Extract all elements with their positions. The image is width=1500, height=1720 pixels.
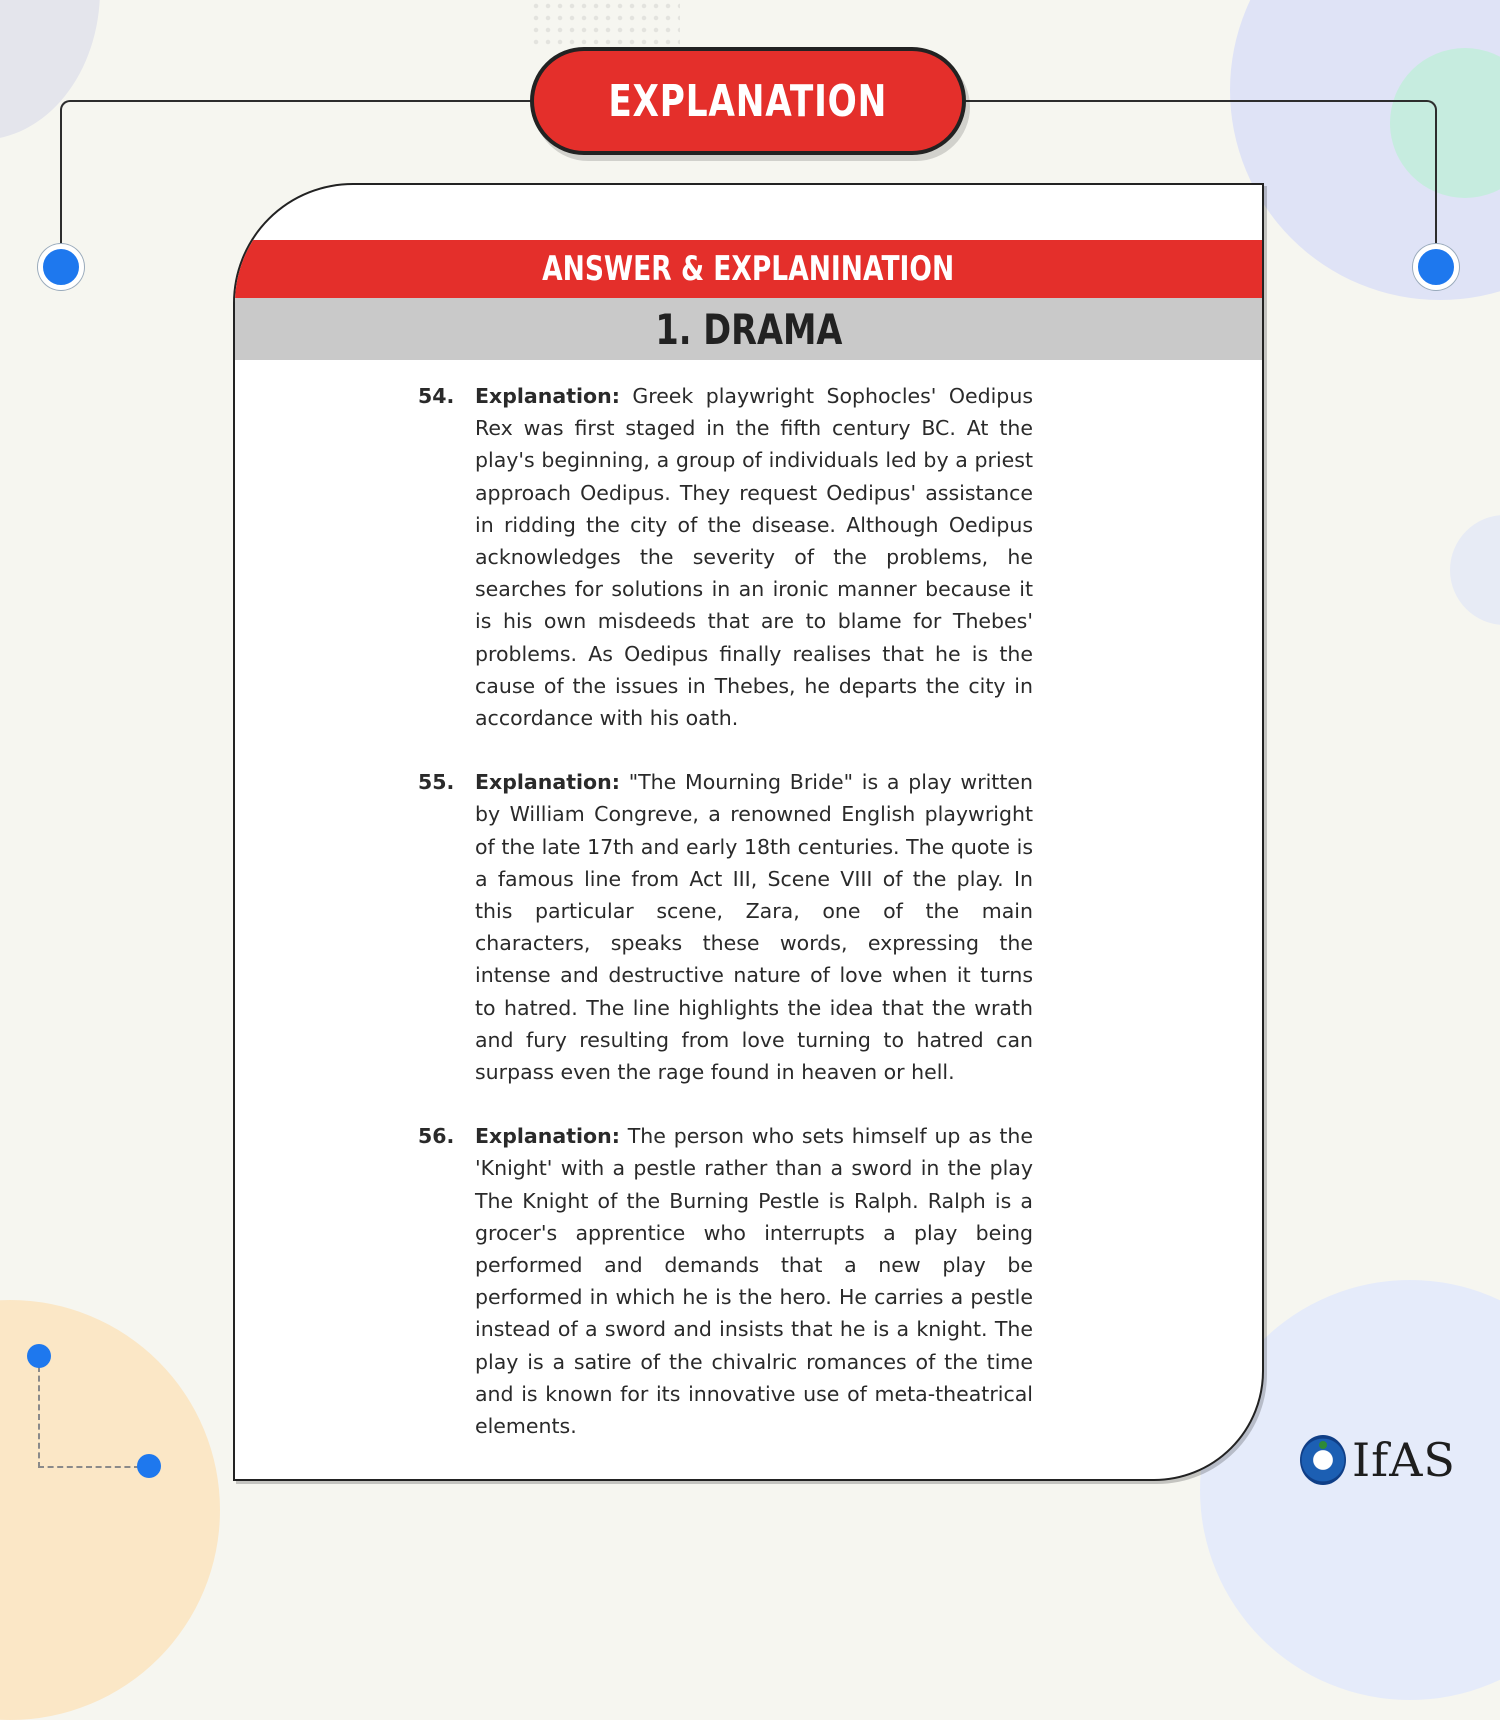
dot-pattern	[530, 0, 680, 48]
connector-node-left	[38, 244, 84, 290]
item-text: Greek playwright Sophocles' Oedipus Rex was first staged in the fifth century BC. At the play's beginning, a group of individuals led by a priest approach Oedipus. They request Oedipus' assistance in ridding the city of the disease. Although Oedipus acknowledges the severity of the problems, he searches for solutions in an ironic manner because it is his own misdeeds that are to blame for Thebes' problems. As Oedipus finally realises that he is the cause of the issues in Thebes, he departs the city in accordance with his oath.	[475, 384, 1033, 731]
item-body	[475, 1120, 1033, 1442]
item-label: Explanation:	[475, 384, 620, 408]
header-title: EXPLANATION	[608, 75, 888, 127]
item-number: 54.	[418, 384, 455, 408]
item-body	[475, 766, 1033, 1088]
section-band	[235, 240, 1262, 298]
item-label: Explanation:	[475, 1124, 620, 1149]
explanation-list	[418, 380, 1033, 1442]
brand-logo	[1300, 1432, 1456, 1488]
item-text: The person who sets himself up as the 'Knight' with a pestle rather than a sword in the play The Knight of the Burning Pestle is Ralph. Ralph is a grocer's apprentice who interrupts a play being performed and demands that a new play be performed in which he is the hero. He carries a pestle instead of a sword and insists that he is a knight. The play is a satire of the chivalric romances of the time and is known for its innovative use of meta-theatrical elements.	[475, 1124, 1033, 1439]
list-item	[418, 1120, 1033, 1442]
logo-icon	[1300, 1435, 1346, 1485]
item-label: Explanation:	[475, 770, 620, 795]
decor-dot	[27, 1344, 51, 1368]
chapter-title: 1. DRAMA	[654, 304, 843, 354]
decor-dot	[137, 1454, 161, 1478]
list-item	[418, 380, 1033, 734]
background-circle	[1450, 515, 1500, 625]
item-text: "The Mourning Bride" is a play written by William Congreve, a renowned English playwright of the late 17th and early 18th centuries. The quote is a famous line from Act III, Scene VIII of the play. In this particular scene, Zara, one of the main characters, speaks these words, expressing the intense and destructive nature of love when it turns to hatred. The line highlights the idea that the wrath and fury resulting from love turning to hatred can surpass even the rage found in heaven or hell.	[475, 770, 1033, 1085]
list-item	[418, 766, 1033, 1088]
logo-text: IfAS	[1352, 1433, 1456, 1487]
chapter-band	[235, 298, 1262, 360]
dashed-connector	[38, 1366, 140, 1468]
header-pill	[530, 47, 966, 155]
explanation-card	[233, 183, 1264, 1481]
item-number: 56.	[418, 1124, 455, 1149]
section-title: ANSWER & EXPLANINATION	[542, 249, 955, 289]
connector-node-right	[1413, 244, 1459, 290]
item-body	[475, 380, 1033, 734]
item-number: 55.	[418, 770, 455, 795]
